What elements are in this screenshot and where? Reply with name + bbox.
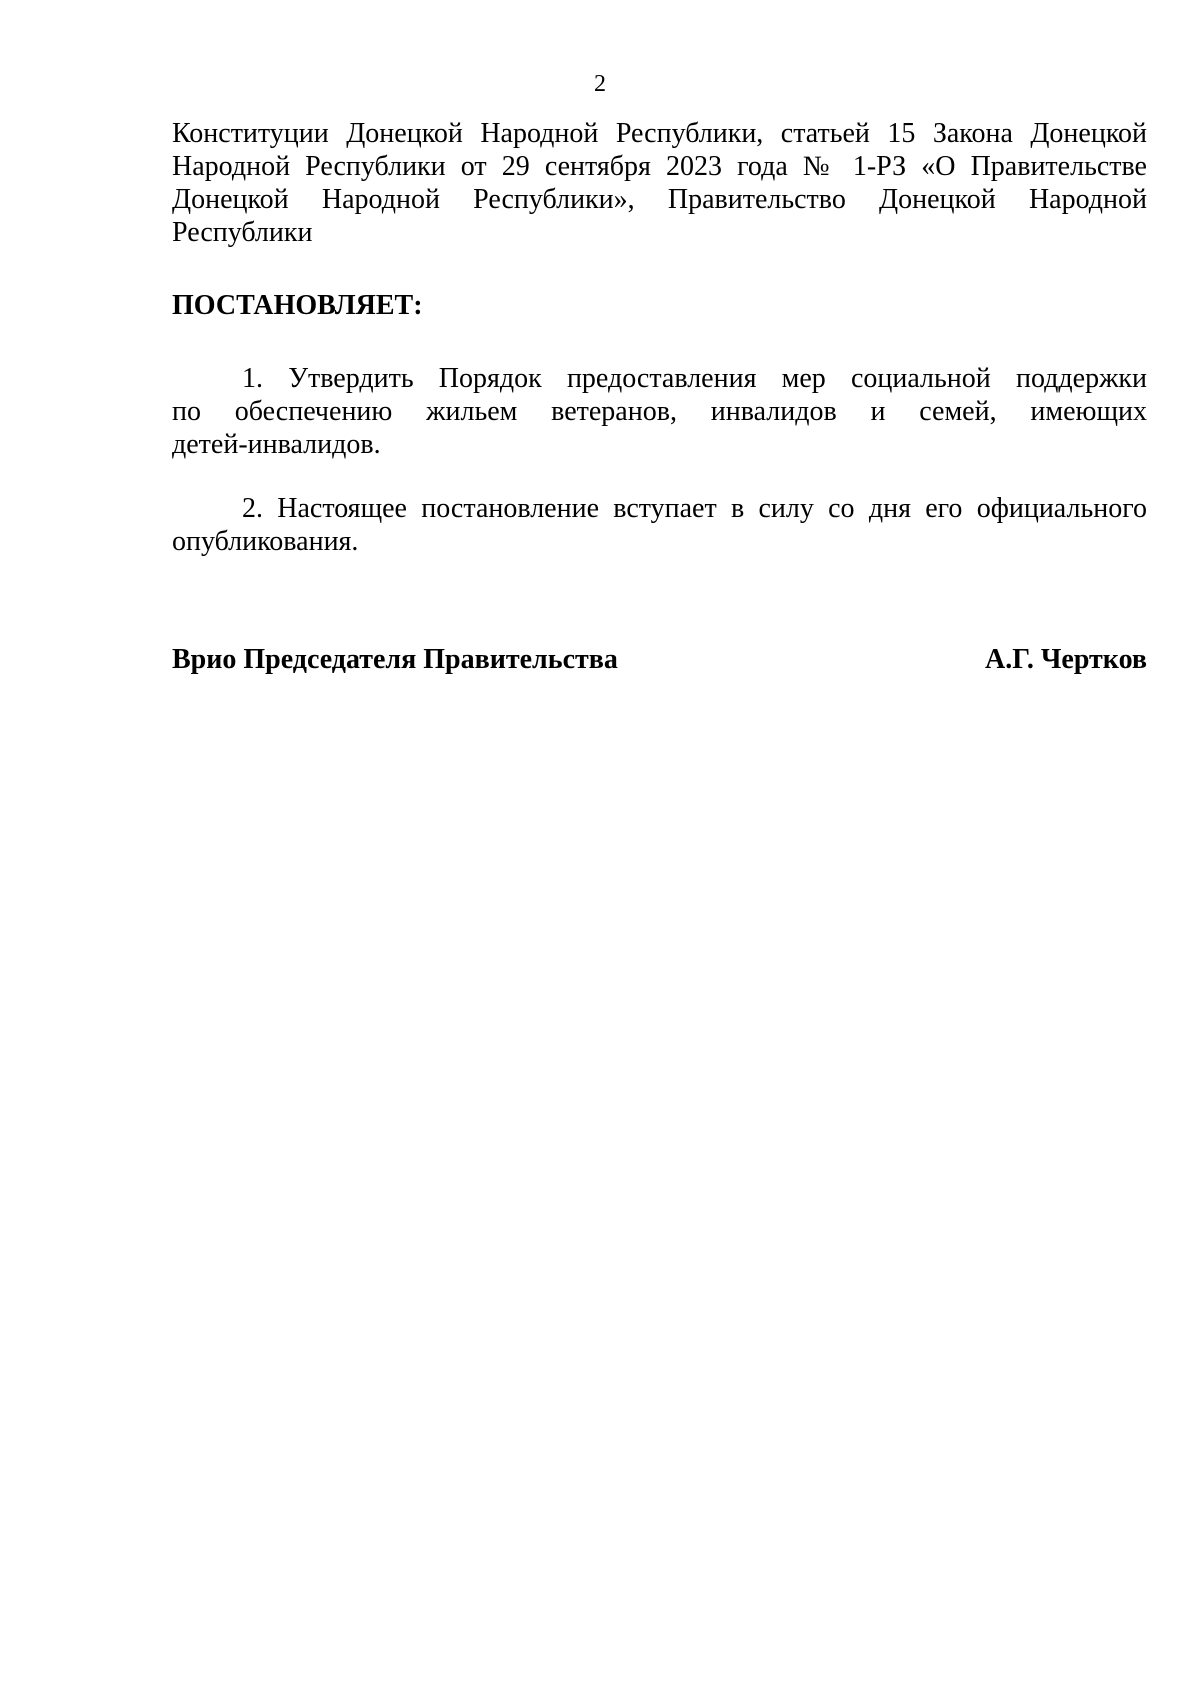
intro-line: Конституции Донецкой Народной Республики, статьей 15 Закона Донецкой [172, 118, 1147, 149]
decree-heading: ПОСТАНОВЛЯЕТ: [172, 290, 423, 321]
page-number: 2 [594, 71, 606, 97]
decree-item-line: 2. Настоящее постановление вступает в силу со дня его официального [242, 493, 1147, 524]
signatory-position: Врио Председателя Правительства [172, 644, 618, 675]
decree-item-line: детей-инвалидов. [172, 429, 381, 460]
decree-item-line: по обеспечению жильем ветеранов, инвалидов и семей, имеющих [172, 396, 1147, 427]
decree-item-line: 1. Утвердить Порядок предоставления мер социальной поддержки [242, 363, 1147, 394]
intro-line: Республики [172, 217, 313, 248]
intro-paragraph [172, 117, 1147, 249]
intro-line: Донецкой Народной Республики», Правительство Донецкой Народной [172, 184, 1147, 215]
intro-line: Народной Республики от 29 сентября 2023 года № 1-РЗ «О Правительстве [172, 151, 1147, 182]
decree-item-1 [172, 362, 1147, 461]
decree-item-2 [172, 492, 1147, 558]
signatory-name: А.Г. Чертков [985, 644, 1147, 675]
decree-item-line: опубликования. [172, 526, 359, 557]
